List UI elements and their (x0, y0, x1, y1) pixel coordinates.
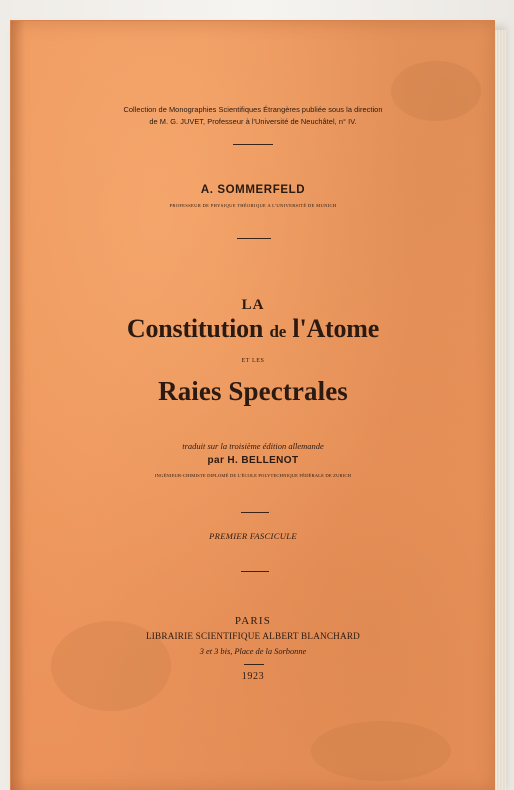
divider-rule (241, 512, 269, 513)
translated-note: traduit sur la troisième édition allemande (182, 441, 324, 451)
publication-year: 1923 (241, 671, 265, 682)
publisher-name: LIBRAIRIE SCIENTIFIQUE ALBERT BLANCHARD (145, 631, 361, 641)
divider-rule (244, 664, 264, 665)
title-constitution: Constitution (126, 314, 264, 343)
cover-stain (311, 721, 451, 781)
series-note (11, 104, 495, 128)
fascicle-label: PREMIER FASCICULE (209, 531, 297, 541)
title-atome: l'Atome (292, 314, 380, 343)
translator-name: par H. BELLENOT (207, 455, 299, 466)
series-line-2: de M. G. JUVET, Professeur à l'Université de Neuchâtel, n° IV. (149, 117, 357, 126)
publisher-city: PARIS (234, 615, 272, 627)
title-raies-spectrales: Raies Spectrales (158, 376, 348, 406)
book-cover (10, 20, 495, 790)
divider-rule (241, 571, 269, 572)
series-line-1: Collection de Monographies Scientifiques Étrangères publiée sous la direction (123, 105, 383, 114)
title-main (11, 314, 495, 344)
divider-rule (233, 144, 273, 145)
publisher-address: 3 et 3 bis, Place de la Sorbonne (199, 647, 307, 656)
author-name: A. SOMMERFELD (200, 184, 306, 196)
title-de: de (269, 322, 287, 341)
title-la: LA (241, 297, 265, 313)
divider-rule (237, 238, 271, 239)
author-title: PROFESSEUR DE PHYSIQUE THÉORIQUE A L'UNIVERSITÉ DE MUNICH (169, 203, 337, 208)
title-et-les: ET LES (241, 358, 265, 364)
translator-title: INGÉNIEUR-CHIMISTE DIPLOMÉ DE L'ÉCOLE POLYTECHNIQUE FÉDÉRALE DE ZURICH (154, 473, 352, 478)
